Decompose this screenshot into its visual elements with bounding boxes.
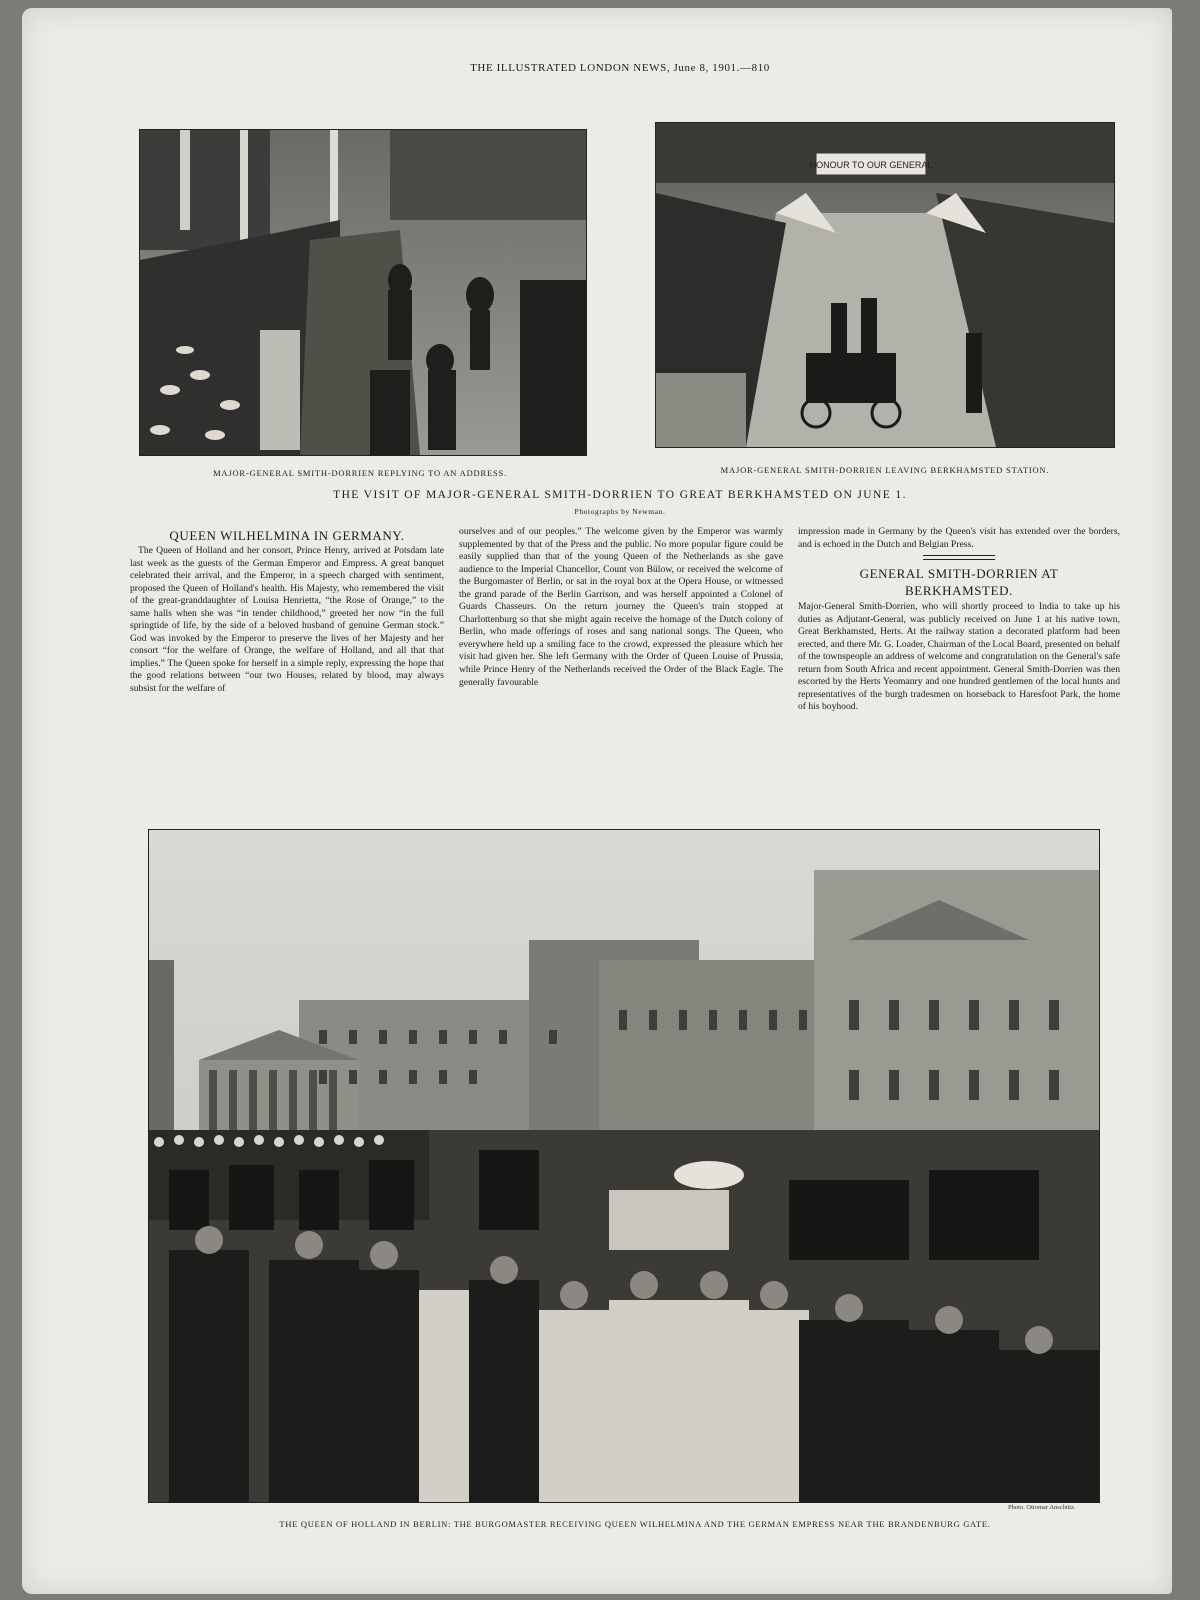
article-text: impression made in Germany by the Queen's visit has extended over the borders, and is echoed in the Dutch and Belgian Press.	[798, 526, 1120, 550]
photo-queen-in-berlin	[148, 829, 1100, 1503]
article-text: ourselves and of our peoples.” The welcome given by the Emperor was warmly supplemented by that of the Press and the public. No more popular figure could be easily supplied than that of the young Queen of the Netherlands as she gave audience to the Imperial Chancellor, Count von Bülow, or received the welcome of the Burgomaster of Berlin, or sat in the royal box at the Opera House, or witnessed the grand parade of the Berlin Garrison, and was herself appointed a Colonel of Guards Chasseurs. On the return journey the Queen's train stopped at Charlottenburg so that she might again receive the homage of the Dutch colony of Berlin, who made offerings of roses and sang national songs. The Queen, who everywhere held up a smiling face to the crowd, expressed the pleasure which her visit had given her. She left Germany with the Order of Queen Louise of Prussia, while Prince Henry of the Netherlands received the Order of the Black Eagle. The generally favourable	[459, 526, 783, 688]
photo-leaving-station	[655, 122, 1115, 448]
caption-top-left: MAJOR-GENERAL SMITH-DORRIEN REPLYING TO AN ADDRESS.	[213, 468, 507, 478]
article-text: Major-General Smith-Dorrien, who will shortly proceed to India to take up his duties as Adjutant-General, was publicly received on June 1 at his native town, Great Berkhamsted, Herts. At the railway station a decorated platform had been erected, and there Mr. G. Loader, Chairman of the Local Board, presented on behalf of the townspeople an address of welcome and congratulation on the General's safe return from South Africa and recent appointment. General Smith-Dorrien was then escorted by the Herts Yeomanry and one hundred gentlemen of the local hunts and representatives of the burgh tradesmen on horseback to Haresfoot Park, the home of his boyhood.	[798, 601, 1120, 713]
caption-top-right: MAJOR-GENERAL SMITH-DORRIEN LEAVING BERKHAMSTED STATION.	[720, 465, 1050, 475]
article-column-2	[459, 526, 783, 689]
article-heading-smith-dorrien-2: BERKHAMSTED.	[905, 583, 1013, 599]
article-column-3	[798, 526, 1120, 714]
photo-spread-title: THE VISIT OF MAJOR-GENERAL SMITH-DORRIEN TO GREAT BERKHAMSTED ON JUNE 1.	[333, 489, 907, 501]
article-heading-smith-dorrien-1: GENERAL SMITH-DORRIEN AT	[859, 566, 1059, 582]
banner-text: HONOUR TO OUR GENERAL	[809, 160, 933, 170]
section-divider	[923, 555, 995, 560]
article-text: The Queen of Holland and her consort, Prince Henry, arrived at Potsdam late last week as the guests of the German Emperor and Empress. A great banquet celebrated their arrival, and the Emperor, in a speech charged with sentiment, proposed the Queen of Holland's health. His Majesty, who remembered the visit of the great-granddaughter of Louisa Henrietta, “the Rose of Orange,” to the same halls when she was “in tender childhood,” greeted her now “in the full springtide of life, by the side of a beloved husband of genuine German stock.” God was invoked by the Emperor to preserve the lives of her Majesty and her consort “for the welfare of Orange, the welfare of Holland, and all that that implies.” The Queen spoke for herself in a simple reply, expressing the hope that the good relations between “our two Houses, related by blood, may always subsist for the welfare of	[130, 545, 444, 695]
page-header: THE ILLUSTRATED LONDON NEWS, June 8, 1901.—810	[470, 62, 770, 74]
photographs-credit: Photographs by Newman.	[574, 507, 666, 516]
photo-replying-to-address	[139, 129, 587, 456]
article-column-1	[130, 528, 444, 696]
photo-credit: Photo. Ottomar Anschütz.	[1008, 1504, 1076, 1511]
bottom-photo-caption: THE QUEEN OF HOLLAND IN BERLIN: THE BURGOMASTER RECEIVING QUEEN WILHELMINA AND THE GERMAN EMPRESS NEAR THE BRANDENBURG GATE.	[279, 1519, 991, 1529]
article-heading-wilhelmina: QUEEN WILHELMINA IN GERMANY.	[169, 528, 405, 543]
